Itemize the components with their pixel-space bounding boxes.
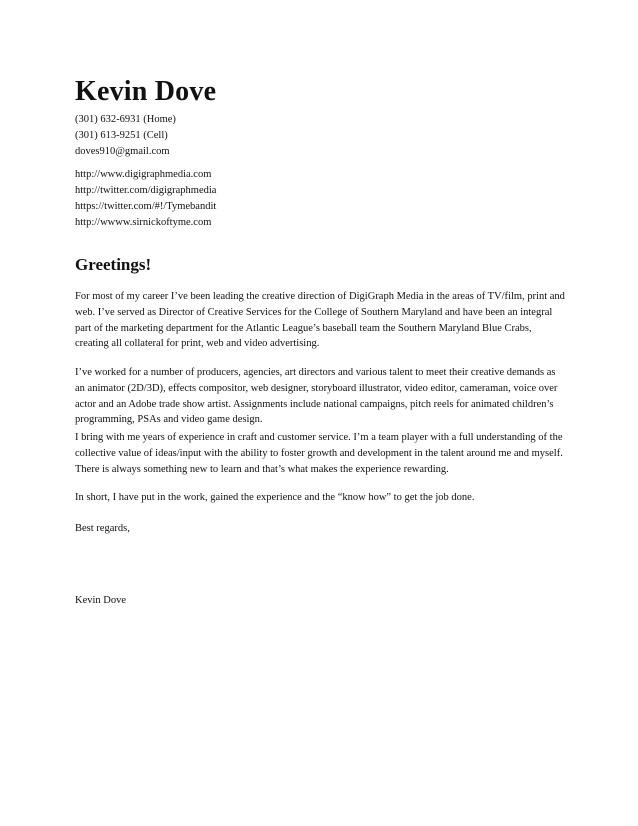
greeting-heading: Greetings!: [75, 255, 152, 274]
link-twitter-digigraph[interactable]: http://twitter.com/digigraphmedia: [75, 185, 217, 196]
paragraph-career: For most of my career I’ve been leading the creative direction of DigiGraph Media in the areas of TV/film, print and web. I’ve served as Director of Creative Services for the College of Southern Maryland and have been an integral part of the marketing department for the Atlantic League’s baseball team the Southern Maryland Blue Crabs, creating all collateral for print, web and video advertising.: [75, 291, 565, 350]
link-sirnickoftyme[interactable]: http://wwww.sirnickoftyme.com: [75, 217, 212, 228]
paragraph-summary: In short, I have put in the work, gained the experience and the “know how” to get the job done.: [75, 492, 475, 503]
contact-block: [75, 112, 176, 160]
closing-line: Best regards,: [75, 523, 130, 534]
link-website[interactable]: http://www.digigraphmedia.com: [75, 169, 212, 180]
email-address: doves910@gmail.com: [75, 146, 170, 157]
paragraph-service: I bring with me years of experience in craft and customer service. I’m a team player with a full understanding of the collective value of ideas/input with the ability to foster growth and development in the talent around me and myself. There is always something new to learn and that’s what makes the experience rewarding.: [75, 432, 563, 475]
signature-name: Kevin Dove: [75, 595, 127, 606]
home-phone: (301) 632-6931 (Home): [75, 114, 176, 125]
sender-name: Kevin Dove: [75, 76, 217, 107]
cell-phone: (301) 613-9251 (Cell): [75, 130, 168, 141]
link-twitter-tymebandit[interactable]: https://twitter.com/#!/Tymebandit: [75, 201, 217, 212]
paragraph-experience: I’ve worked for a number of producers, agencies, art directors and various talent to meet their creative demands as an animator (2D/3D), effects compositor, web designer, storyboard illustrator, video editor, cameraman, voice over actor and an Adobe trade show artist. Assignments include national campaigns, pitch reels for animated children’s programming, PSAs and video game design.: [75, 367, 558, 426]
links-block: [75, 167, 216, 231]
